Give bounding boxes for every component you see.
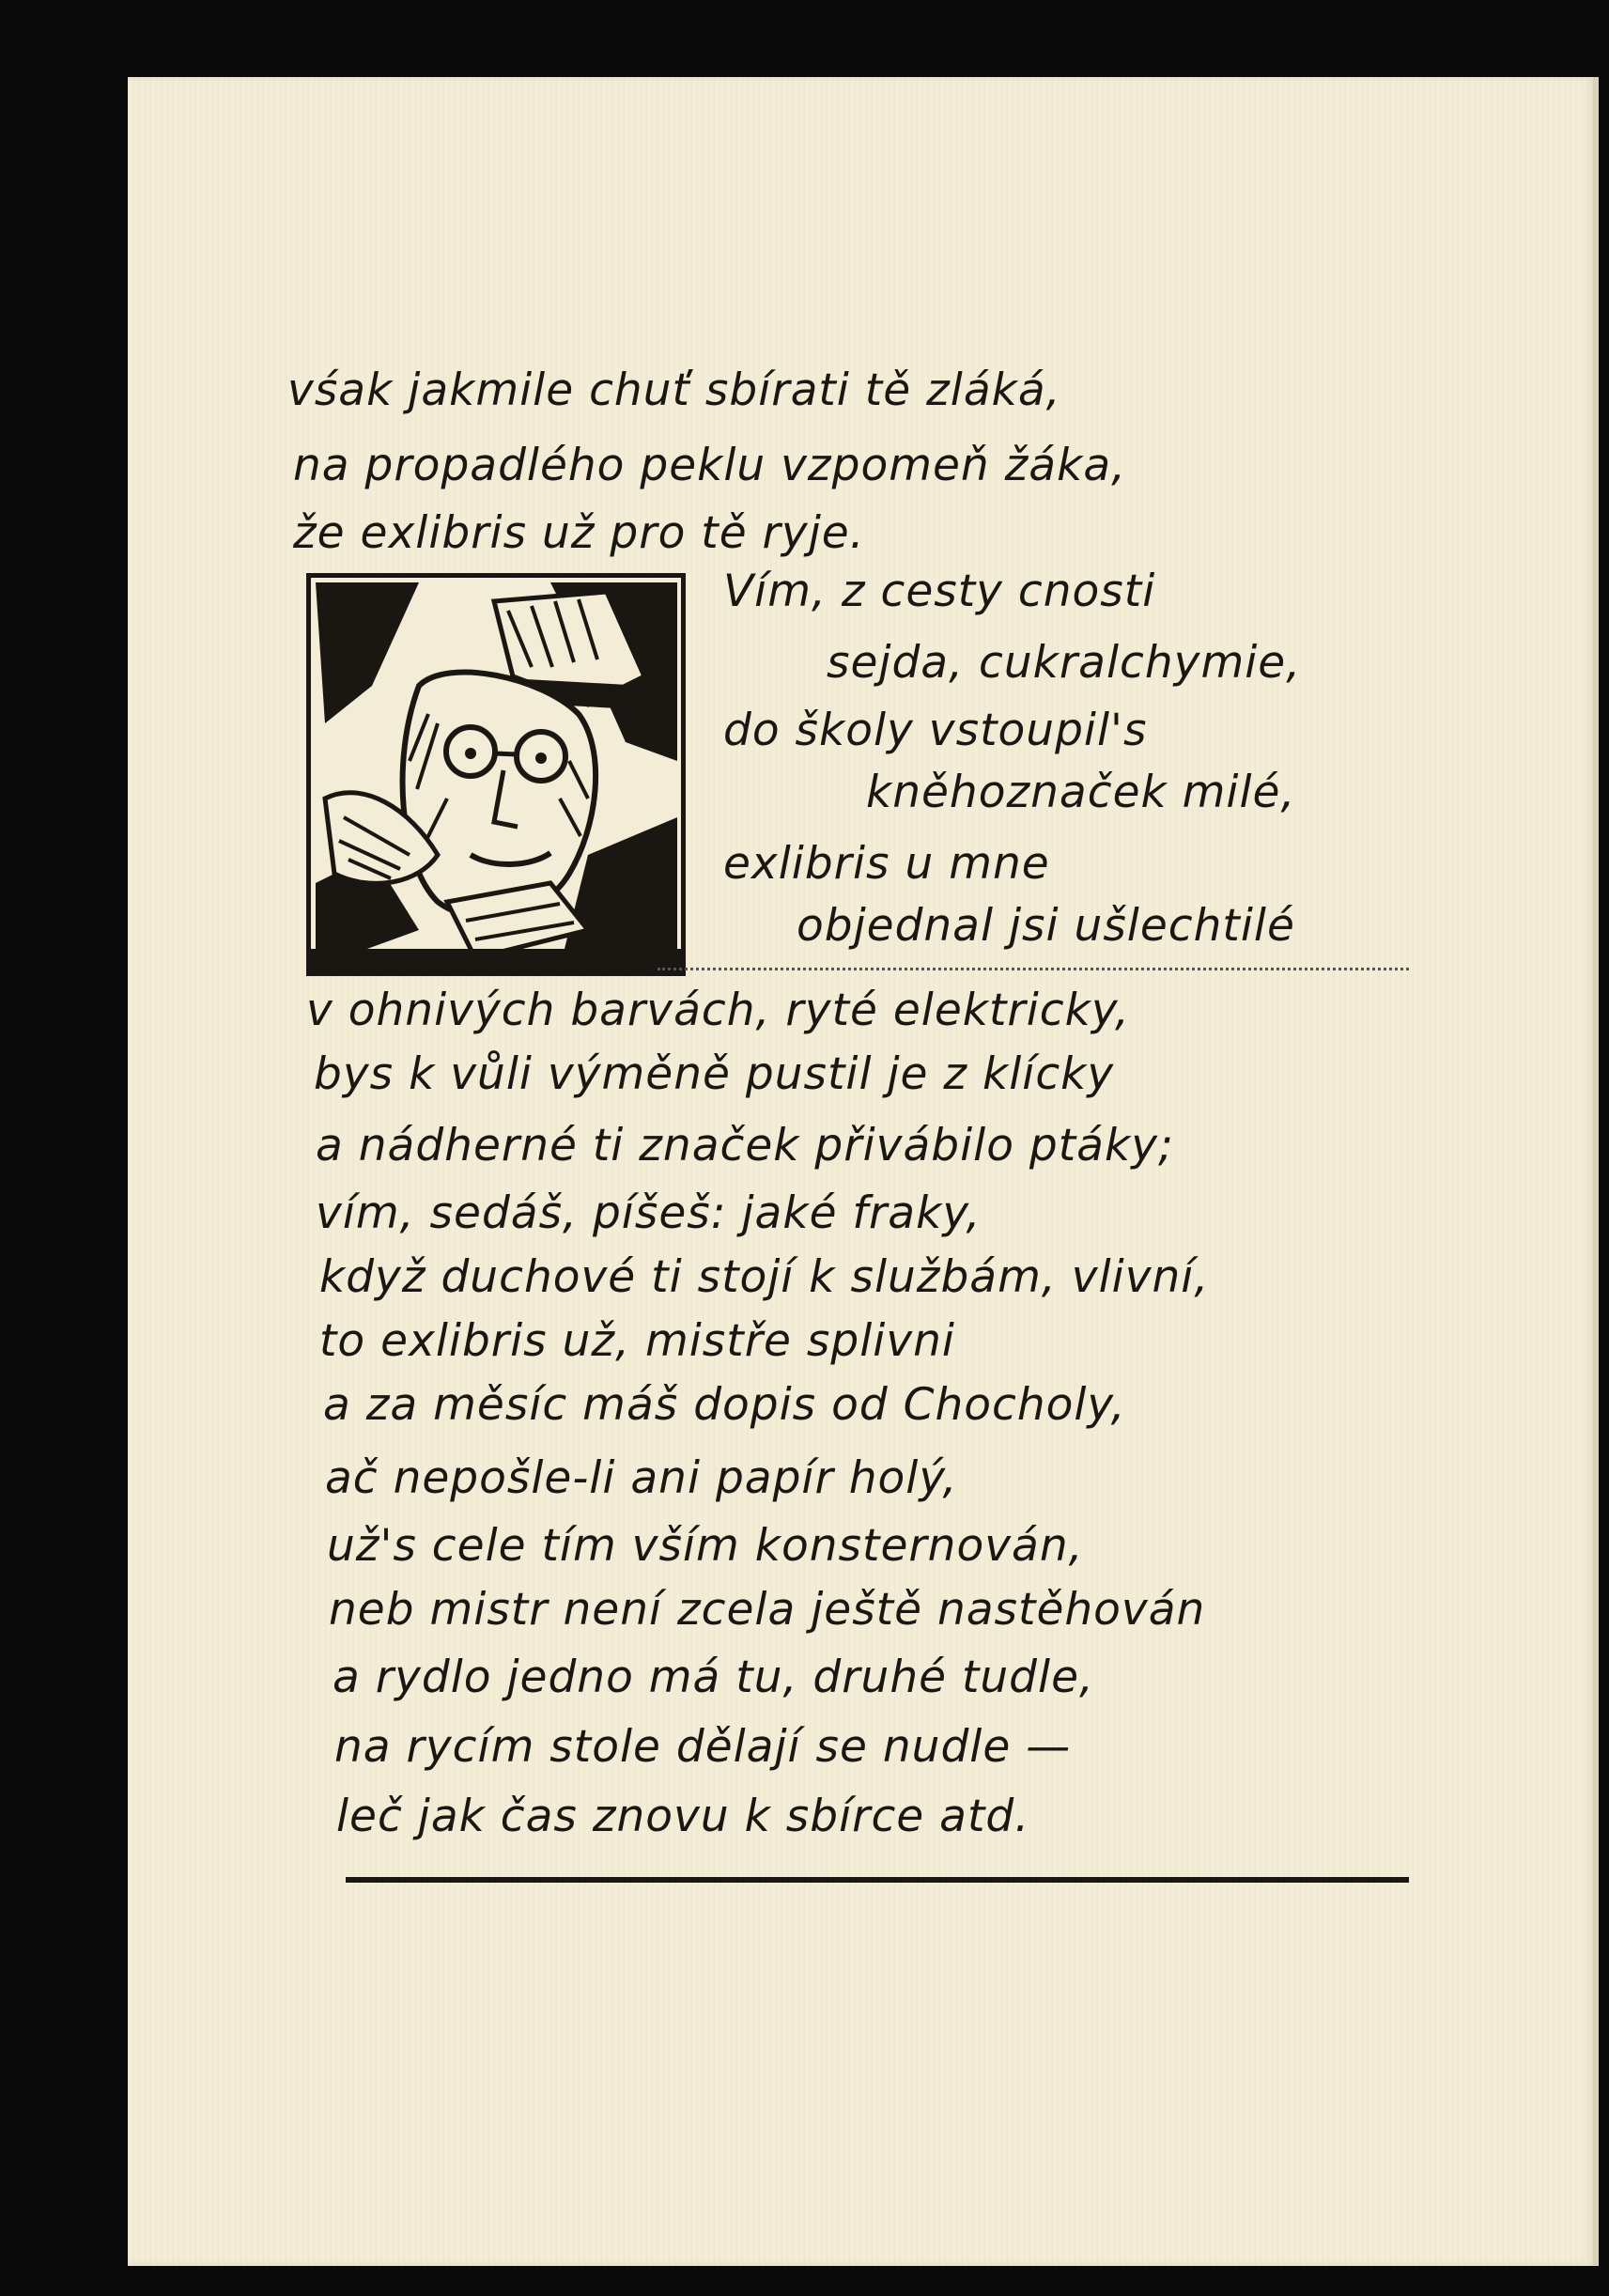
poem-line-7: kněhoznaček milé, [866,767,1296,818]
poem-line-4: Vím, z cesty cnosti [723,566,1156,617]
poem-line-19: neb mistr není zcela ještě nastěhován [329,1584,1206,1636]
woodcut-portrait-icon [306,573,686,977]
poem-line-18: už's cele tím vším konsternován, [327,1520,1084,1572]
dotted-divider [658,968,1409,970]
poem-line-8: exlibris u mne [723,838,1050,890]
poem-line-2: na propadlého peklu vzpomeň žáka, [293,440,1127,491]
poem-line-20: a rydlo jedno má tu, druhé tudle, [333,1652,1094,1703]
poem-line-3: že exlibris už pro tě ryje. [293,507,865,559]
poem-line-16: a za měsíc máš dopis od Chocholy, [323,1379,1126,1431]
bottom-rule [346,1877,1409,1883]
poem-line-22: leč jak čas znovu k sbírce atd. [336,1791,1030,1842]
poem-line-10: v ohnivých barvách, ryté elektricky, [306,985,1130,1036]
poem-line-6: do školy vstoupil's [723,705,1148,756]
poem-line-9: objednal jsi ušlechtilé [797,900,1295,952]
poem-line-1: vśak jakmile chuť sbírati tě zláká, [287,365,1061,416]
poem-line-12: a nádherné ti značek přivábilo ptáky; [316,1120,1174,1171]
poem-line-17: ač nepošle-li ani papír holý, [325,1452,958,1504]
poem-line-14: když duchové ti stojí k službám, vlivní, [319,1251,1210,1303]
page-edge [1593,77,1599,2266]
poem-line-11: bys k vůli výměně pustil je z klícky [314,1048,1115,1100]
poem-line-13: vím, sedáš, píšeš: jaké fraky, [316,1187,982,1239]
poem-line-15: to exlibris už, mistře splivni [319,1315,955,1367]
poem-line-21: na rycím stole dělají se nudle — [334,1721,1072,1773]
poem-line-5: sejda, cukralchymie, [827,637,1302,689]
